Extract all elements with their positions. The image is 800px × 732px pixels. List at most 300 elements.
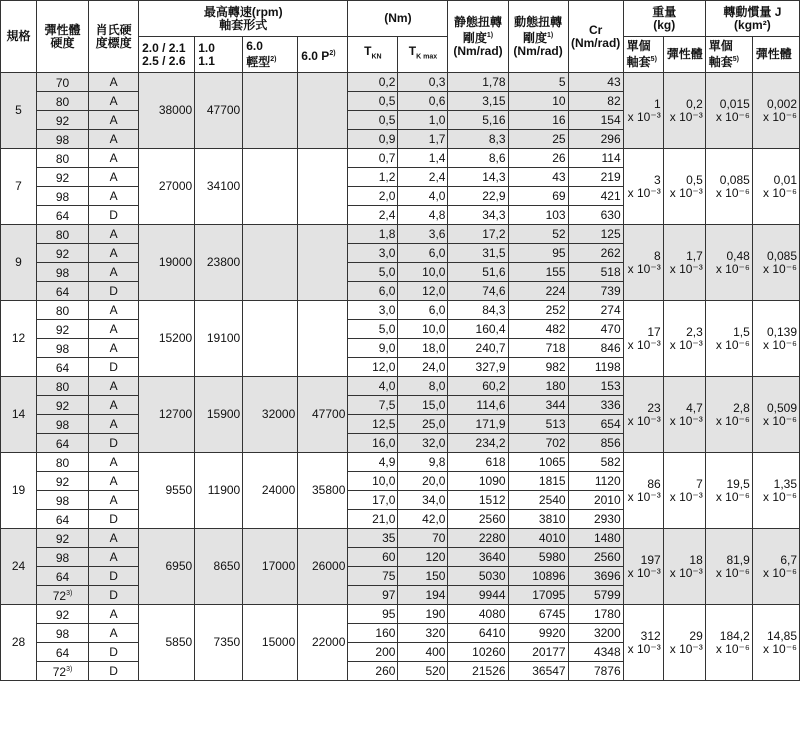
tkmax-cell: 1,0 [398, 111, 448, 130]
header-tkn: $T_{KN}$ [348, 37, 398, 73]
cr-cell: 582 [568, 453, 623, 472]
tkn-cell: 6,0 [348, 282, 398, 301]
max-speed-cell: 11900 [195, 453, 243, 529]
tkn-cell: 12,5 [348, 415, 398, 434]
dynamic-stiffness-cell: 982 [508, 358, 568, 377]
cr-cell: 125 [568, 225, 623, 244]
cr-cell: 2010 [568, 491, 623, 510]
shore-cell: A [89, 453, 139, 472]
max-speed-cell: 6950 [139, 529, 195, 605]
cr-cell: 3696 [568, 567, 623, 586]
static-stiffness-cell: 21526 [448, 662, 508, 681]
max-speed-cell [243, 149, 298, 225]
shore-cell: D [89, 282, 139, 301]
shore-cell: D [89, 510, 139, 529]
tkmax-cell: 25,0 [398, 415, 448, 434]
static-stiffness-cell: 2280 [448, 529, 508, 548]
static-stiffness-cell: 84,3 [448, 301, 508, 320]
static-stiffness-cell: 1090 [448, 472, 508, 491]
weight-elastomer-cell: 1,7 x 10⁻³ [663, 225, 705, 301]
weight-hub-cell: 197 x 10⁻³ [623, 529, 663, 605]
cr-cell: 518 [568, 263, 623, 282]
inertia-hub-cell: 1,5 x 10⁻⁶ [705, 301, 752, 377]
hardness-cell: 98 [37, 130, 89, 149]
hardness-cell: 80 [37, 453, 89, 472]
shore-cell: A [89, 320, 139, 339]
dynamic-stiffness-cell: 4010 [508, 529, 568, 548]
static-stiffness-cell: 160,4 [448, 320, 508, 339]
size-cell: 9 [1, 225, 37, 301]
hardness-cell: 92 [37, 396, 89, 415]
max-speed-cell: 5850 [139, 605, 195, 681]
weight-hub-cell: 8 x 10⁻³ [623, 225, 663, 301]
tkmax-cell: 24,0 [398, 358, 448, 377]
tkmax-cell: 2,4 [398, 168, 448, 187]
dynamic-stiffness-cell: 16 [508, 111, 568, 130]
tkmax-cell: 9,8 [398, 453, 448, 472]
tkmax-cell: 20,0 [398, 472, 448, 491]
max-speed-cell: 32000 [243, 377, 298, 453]
size-cell: 24 [1, 529, 37, 605]
weight-elastomer-cell: 4,7 x 10⁻³ [663, 377, 705, 453]
hardness-cell: 92 [37, 244, 89, 263]
static-stiffness-cell: 5030 [448, 567, 508, 586]
static-stiffness-cell: 114,6 [448, 396, 508, 415]
static-stiffness-cell: 51,6 [448, 263, 508, 282]
tkn-cell: 17,0 [348, 491, 398, 510]
weight-hub-cell: 1 x 10⁻³ [623, 73, 663, 149]
max-speed-cell: 15000 [243, 605, 298, 681]
tkmax-cell: 70 [398, 529, 448, 548]
max-speed-cell: 27000 [139, 149, 195, 225]
hardness-cell: 64 [37, 282, 89, 301]
tkn-cell: 97 [348, 586, 398, 605]
header-max-speed: 最高轉速(rpm) 軸套形式 [139, 1, 348, 37]
tkmax-cell: 0,6 [398, 92, 448, 111]
tkmax-cell: 6,0 [398, 301, 448, 320]
shore-cell: A [89, 396, 139, 415]
cr-cell: 654 [568, 415, 623, 434]
header-shore-scale: 肖氏硬度標度 [89, 1, 139, 73]
hardness-cell: 92 [37, 320, 89, 339]
hardness-cell: 64 [37, 643, 89, 662]
tkn-cell: 12,0 [348, 358, 398, 377]
table-row [1, 377, 800, 396]
cr-cell: 7876 [568, 662, 623, 681]
size-cell: 7 [1, 149, 37, 225]
tkn-cell: 0,9 [348, 130, 398, 149]
cr-cell: 846 [568, 339, 623, 358]
cr-cell: 2560 [568, 548, 623, 567]
dynamic-stiffness-cell: 52 [508, 225, 568, 244]
static-stiffness-cell: 9944 [448, 586, 508, 605]
max-speed-cell: 9550 [139, 453, 195, 529]
inertia-elastomer-cell: 0,002 x 10⁻⁶ [752, 73, 799, 149]
shore-cell: A [89, 339, 139, 358]
shore-cell: A [89, 605, 139, 624]
max-speed-cell: 7350 [195, 605, 243, 681]
tkn-cell: 2,4 [348, 206, 398, 225]
dynamic-stiffness-cell: 95 [508, 244, 568, 263]
cr-cell: 153 [568, 377, 623, 396]
tkn-cell: 260 [348, 662, 398, 681]
table-row [1, 453, 800, 472]
hardness-cell: 80 [37, 301, 89, 320]
dynamic-stiffness-cell: 344 [508, 396, 568, 415]
cr-cell: 114 [568, 149, 623, 168]
hardness-cell: 98 [37, 187, 89, 206]
table-header [1, 1, 800, 73]
shore-cell: A [89, 73, 139, 92]
weight-hub-cell: 3 x 10⁻³ [623, 149, 663, 225]
size-cell: 28 [1, 605, 37, 681]
max-speed-cell: 23800 [195, 225, 243, 301]
tkn-cell: 0,5 [348, 92, 398, 111]
header-weight: 重量 (kg) [623, 1, 705, 37]
tkn-cell: 1,8 [348, 225, 398, 244]
hardness-cell: 92 [37, 529, 89, 548]
max-speed-cell: 8650 [195, 529, 243, 605]
table-body [1, 73, 800, 681]
hardness-cell: 80 [37, 149, 89, 168]
header-inertia: 轉動慣量 J (kgm²) [705, 1, 799, 37]
hardness-cell: 92 [37, 168, 89, 187]
tkn-cell: 0,2 [348, 73, 398, 92]
static-stiffness-cell: 74,6 [448, 282, 508, 301]
dynamic-stiffness-cell: 10896 [508, 567, 568, 586]
static-stiffness-cell: 6410 [448, 624, 508, 643]
cr-cell: 421 [568, 187, 623, 206]
dynamic-stiffness-cell: 180 [508, 377, 568, 396]
size-cell: 19 [1, 453, 37, 529]
max-speed-cell: 34100 [195, 149, 243, 225]
tkmax-cell: 150 [398, 567, 448, 586]
inertia-elastomer-cell: 0,139 x 10⁻⁶ [752, 301, 799, 377]
static-stiffness-cell: 60,2 [448, 377, 508, 396]
cr-cell: 3200 [568, 624, 623, 643]
tkn-cell: 60 [348, 548, 398, 567]
header-size: 規格 [1, 1, 37, 73]
tkmax-cell: 1,7 [398, 130, 448, 149]
tkmax-cell: 120 [398, 548, 448, 567]
dynamic-stiffness-cell: 718 [508, 339, 568, 358]
tkn-cell: 200 [348, 643, 398, 662]
dynamic-stiffness-cell: 2540 [508, 491, 568, 510]
max-speed-cell: 17000 [243, 529, 298, 605]
cr-cell: 5799 [568, 586, 623, 605]
static-stiffness-cell: 3,15 [448, 92, 508, 111]
shore-cell: A [89, 149, 139, 168]
inertia-hub-cell: 2,8 x 10⁻⁶ [705, 377, 752, 453]
tkmax-cell: 10,0 [398, 320, 448, 339]
static-stiffness-cell: 8,6 [448, 149, 508, 168]
hardness-cell: 70 [37, 73, 89, 92]
static-stiffness-cell: 22,9 [448, 187, 508, 206]
inertia-hub-cell: 0,085 x 10⁻⁶ [705, 149, 752, 225]
max-speed-cell [298, 225, 348, 301]
shore-cell: D [89, 662, 139, 681]
table-row [1, 605, 800, 624]
dynamic-stiffness-cell: 252 [508, 301, 568, 320]
size-cell: 12 [1, 301, 37, 377]
tkn-cell: 35 [348, 529, 398, 548]
dynamic-stiffness-cell: 9920 [508, 624, 568, 643]
hardness-cell: 64 [37, 510, 89, 529]
max-speed-cell: 19100 [195, 301, 243, 377]
shore-cell: A [89, 624, 139, 643]
tkmax-cell: 32,0 [398, 434, 448, 453]
static-stiffness-cell: 1512 [448, 491, 508, 510]
weight-elastomer-cell: 2,3 x 10⁻³ [663, 301, 705, 377]
table-row [1, 529, 800, 548]
cr-cell: 262 [568, 244, 623, 263]
tkmax-cell: 1,4 [398, 149, 448, 168]
max-speed-cell [243, 73, 298, 149]
tkn-cell: 160 [348, 624, 398, 643]
weight-elastomer-cell: 0,5 x 10⁻³ [663, 149, 705, 225]
dynamic-stiffness-cell: 482 [508, 320, 568, 339]
header-torque-unit: (Nm) [348, 1, 448, 37]
tkn-cell: 2,0 [348, 187, 398, 206]
weight-hub-cell: 86 x 10⁻³ [623, 453, 663, 529]
tkmax-cell: 4,0 [398, 187, 448, 206]
inertia-hub-cell: 0,48 x 10⁻⁶ [705, 225, 752, 301]
table-row [1, 149, 800, 168]
table-row [1, 73, 800, 92]
weight-hub-cell: 17 x 10⁻³ [623, 301, 663, 377]
max-speed-cell [243, 225, 298, 301]
max-speed-cell: 35800 [298, 453, 348, 529]
static-stiffness-cell: 618 [448, 453, 508, 472]
inertia-elastomer-cell: 14,85 x 10⁻⁶ [752, 605, 799, 681]
tkn-cell: 16,0 [348, 434, 398, 453]
static-stiffness-cell: 5,16 [448, 111, 508, 130]
tkmax-cell: 10,0 [398, 263, 448, 282]
dynamic-stiffness-cell: 513 [508, 415, 568, 434]
max-speed-cell: 12700 [139, 377, 195, 453]
header-hub-type-1: 2.0 / 2.1 2.5 / 2.6 [139, 37, 195, 73]
cr-cell: 82 [568, 92, 623, 111]
hardness-cell: 92 [37, 472, 89, 491]
tkn-cell: 95 [348, 605, 398, 624]
dynamic-stiffness-cell: 103 [508, 206, 568, 225]
tkn-cell: 75 [348, 567, 398, 586]
max-speed-cell: 47700 [195, 73, 243, 149]
dynamic-stiffness-cell: 1065 [508, 453, 568, 472]
cr-cell: 4348 [568, 643, 623, 662]
max-speed-cell [298, 73, 348, 149]
shore-cell: A [89, 111, 139, 130]
tkmax-cell: 15,0 [398, 396, 448, 415]
tkmax-cell: 320 [398, 624, 448, 643]
shore-cell: A [89, 377, 139, 396]
tkmax-cell: 400 [398, 643, 448, 662]
hardness-cell: 92 [37, 605, 89, 624]
inertia-elastomer-cell: 1,35 x 10⁻⁶ [752, 453, 799, 529]
static-stiffness-cell: 8,3 [448, 130, 508, 149]
static-stiffness-cell: 31,5 [448, 244, 508, 263]
header-hub-type-2: 1.0 1.1 [195, 37, 243, 73]
dynamic-stiffness-cell: 43 [508, 168, 568, 187]
max-speed-cell [298, 301, 348, 377]
shore-cell: D [89, 358, 139, 377]
shore-cell: A [89, 187, 139, 206]
tkn-cell: 9,0 [348, 339, 398, 358]
header-weight-hub: 單個 軸套$^{5)}$ [623, 37, 663, 73]
static-stiffness-cell: 10260 [448, 643, 508, 662]
static-stiffness-cell: 14,3 [448, 168, 508, 187]
static-stiffness-cell: 4080 [448, 605, 508, 624]
header-elastomer-hardness: 彈性體硬度 [37, 1, 89, 73]
hardness-cell: 64 [37, 358, 89, 377]
cr-cell: 1480 [568, 529, 623, 548]
tkn-cell: 3,0 [348, 301, 398, 320]
dynamic-stiffness-cell: 10 [508, 92, 568, 111]
inertia-hub-cell: 0,015 x 10⁻⁶ [705, 73, 752, 149]
dynamic-stiffness-cell: 69 [508, 187, 568, 206]
static-stiffness-cell: 3640 [448, 548, 508, 567]
cr-cell: 154 [568, 111, 623, 130]
hardness-cell: 98 [37, 339, 89, 358]
dynamic-stiffness-cell: 5980 [508, 548, 568, 567]
weight-hub-cell: 312 x 10⁻³ [623, 605, 663, 681]
cr-cell: 739 [568, 282, 623, 301]
shore-cell: D [89, 434, 139, 453]
shore-cell: D [89, 643, 139, 662]
size-cell: 14 [1, 377, 37, 453]
tkmax-cell: 42,0 [398, 510, 448, 529]
tkmax-cell: 190 [398, 605, 448, 624]
dynamic-stiffness-cell: 36547 [508, 662, 568, 681]
cr-cell: 43 [568, 73, 623, 92]
tkmax-cell: 12,0 [398, 282, 448, 301]
tkn-cell: 5,0 [348, 320, 398, 339]
cr-cell: 1198 [568, 358, 623, 377]
dynamic-stiffness-cell: 6745 [508, 605, 568, 624]
max-speed-cell: 22000 [298, 605, 348, 681]
shore-cell: A [89, 415, 139, 434]
cr-cell: 1780 [568, 605, 623, 624]
hardness-cell: 98 [37, 415, 89, 434]
tkmax-cell: 18,0 [398, 339, 448, 358]
static-stiffness-cell: 17,2 [448, 225, 508, 244]
shore-cell: A [89, 130, 139, 149]
tkmax-cell: 520 [398, 662, 448, 681]
tkmax-cell: 4,8 [398, 206, 448, 225]
shore-cell: A [89, 301, 139, 320]
shore-cell: A [89, 168, 139, 187]
hardness-cell: 92 [37, 111, 89, 130]
header-dynamic-stiffness: 動態扭轉 剛度$^{1)}$ (Nm/rad) [508, 1, 568, 73]
tkn-cell: 1,2 [348, 168, 398, 187]
hardness-cell: 72$^{3)}$ [37, 662, 89, 681]
shore-cell: A [89, 244, 139, 263]
table-row [1, 301, 800, 320]
static-stiffness-cell: 327,9 [448, 358, 508, 377]
max-speed-cell: 26000 [298, 529, 348, 605]
dynamic-stiffness-cell: 17095 [508, 586, 568, 605]
tkmax-cell: 34,0 [398, 491, 448, 510]
hardness-cell: 64 [37, 567, 89, 586]
hardness-cell: 98 [37, 548, 89, 567]
max-speed-cell: 15200 [139, 301, 195, 377]
cr-cell: 470 [568, 320, 623, 339]
dynamic-stiffness-cell: 224 [508, 282, 568, 301]
weight-elastomer-cell: 0,2 x 10⁻³ [663, 73, 705, 149]
max-speed-cell: 38000 [139, 73, 195, 149]
cr-cell: 856 [568, 434, 623, 453]
cr-cell: 2930 [568, 510, 623, 529]
static-stiffness-cell: 171,9 [448, 415, 508, 434]
inertia-elastomer-cell: 0,085 x 10⁻⁶ [752, 225, 799, 301]
max-speed-cell [298, 149, 348, 225]
inertia-elastomer-cell: 6,7 x 10⁻⁶ [752, 529, 799, 605]
max-speed-cell: 47700 [298, 377, 348, 453]
tkn-cell: 21,0 [348, 510, 398, 529]
inertia-hub-cell: 81,9 x 10⁻⁶ [705, 529, 752, 605]
weight-elastomer-cell: 29 x 10⁻³ [663, 605, 705, 681]
hardness-cell: 98 [37, 624, 89, 643]
dynamic-stiffness-cell: 1815 [508, 472, 568, 491]
dynamic-stiffness-cell: 702 [508, 434, 568, 453]
hardness-cell: 80 [37, 377, 89, 396]
hardness-cell: 72$^{3)}$ [37, 586, 89, 605]
static-stiffness-cell: 34,3 [448, 206, 508, 225]
static-stiffness-cell: 234,2 [448, 434, 508, 453]
shore-cell: D [89, 586, 139, 605]
shore-cell: D [89, 567, 139, 586]
inertia-hub-cell: 19,5 x 10⁻⁶ [705, 453, 752, 529]
cr-cell: 1120 [568, 472, 623, 491]
static-stiffness-cell: 1,78 [448, 73, 508, 92]
shore-cell: A [89, 529, 139, 548]
dynamic-stiffness-cell: 26 [508, 149, 568, 168]
tkn-cell: 10,0 [348, 472, 398, 491]
max-speed-cell: 19000 [139, 225, 195, 301]
weight-elastomer-cell: 7 x 10⁻³ [663, 453, 705, 529]
header-inertia-hub: 單個 軸套$^{5)}$ [705, 37, 752, 73]
tkmax-cell: 8,0 [398, 377, 448, 396]
cr-cell: 296 [568, 130, 623, 149]
tkn-cell: 4,0 [348, 377, 398, 396]
header-tkmax: $T_{K max}$ [398, 37, 448, 73]
dynamic-stiffness-cell: 5 [508, 73, 568, 92]
hardness-cell: 80 [37, 92, 89, 111]
tkn-cell: 3,0 [348, 244, 398, 263]
tkn-cell: 5,0 [348, 263, 398, 282]
dynamic-stiffness-cell: 155 [508, 263, 568, 282]
dynamic-stiffness-cell: 25 [508, 130, 568, 149]
tkmax-cell: 194 [398, 586, 448, 605]
weight-hub-cell: 23 x 10⁻³ [623, 377, 663, 453]
hardness-cell: 98 [37, 263, 89, 282]
header-hub-type-3: 6.0 輕型$^{2)}$ [243, 37, 298, 73]
tkn-cell: 0,7 [348, 149, 398, 168]
header-hub-type-4: 6.0 $P^{2)}$ [298, 37, 348, 73]
hardness-cell: 64 [37, 206, 89, 225]
cr-cell: 630 [568, 206, 623, 225]
tkn-cell: 7,5 [348, 396, 398, 415]
tkmax-cell: 0,3 [398, 73, 448, 92]
header-inertia-elastomer: 彈性體 [752, 37, 799, 73]
max-speed-cell [243, 301, 298, 377]
inertia-elastomer-cell: 0,01 x 10⁻⁶ [752, 149, 799, 225]
header-cr: Cr (Nm/rad) [568, 1, 623, 73]
tkmax-cell: 6,0 [398, 244, 448, 263]
max-speed-cell: 24000 [243, 453, 298, 529]
shore-cell: A [89, 263, 139, 282]
weight-elastomer-cell: 18 x 10⁻³ [663, 529, 705, 605]
